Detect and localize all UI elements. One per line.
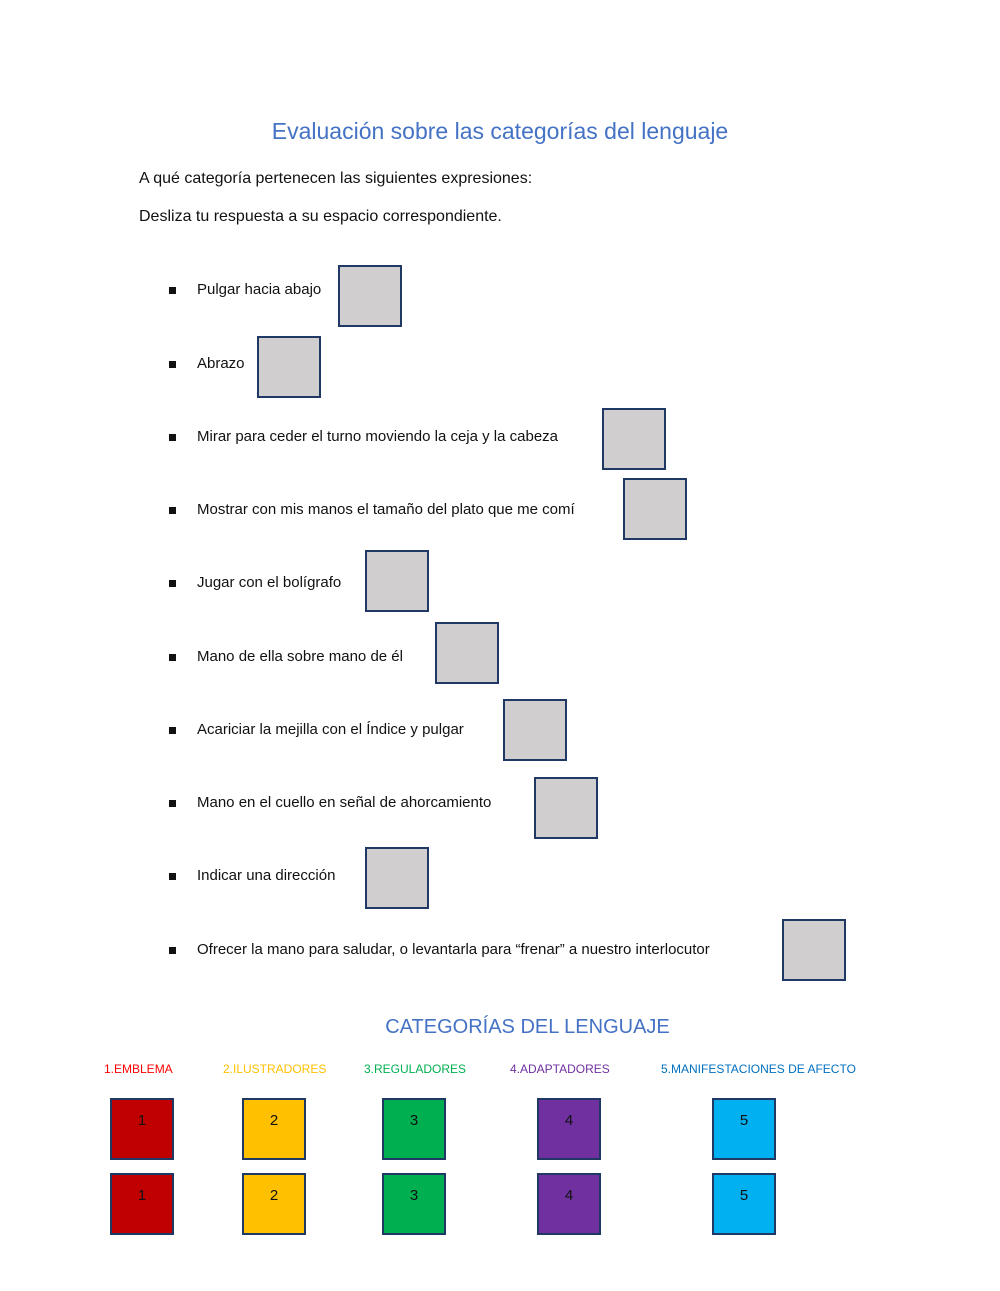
page-title: Evaluación sobre las categorías del lenguaje [271,118,729,144]
draggable-answer-tile[interactable] [712,1173,776,1235]
expression-text: Ofrecer la mano para saludar, o levantarla para “frenar” a nuestro interlocutor [197,941,710,958]
category-label: 2.ILUSTRADORES [223,1062,327,1076]
drop-zone[interactable] [503,699,567,761]
drop-zone[interactable] [365,847,429,909]
drop-zone[interactable] [365,550,429,612]
draggable-answer-tile[interactable] [110,1173,174,1235]
drop-zone[interactable] [257,336,321,398]
tile-number: 2 [269,1112,279,1129]
bullet-icon [169,507,176,514]
expression-text: Mirar para ceder el turno moviendo la ceja y la cabeza [197,428,559,445]
category-label: 3.REGULADORES [364,1062,467,1076]
bullet-icon [169,800,176,807]
instruction-drag: Desliza tu respuesta a su espacio correspondiente. [139,208,502,225]
draggable-answer-tile[interactable] [537,1098,601,1160]
expression-text: Mano en el cuello en señal de ahorcamiento [197,794,492,811]
bullet-icon [169,727,176,734]
tile-number: 3 [409,1187,419,1204]
draggable-answer-tile[interactable] [712,1098,776,1160]
expression-text: Pulgar hacia abajo [197,281,322,298]
category-label: 4.ADAPTADORES [510,1062,610,1076]
tile-number: 1 [137,1187,147,1204]
category-label: 5.MANIFESTACIONES DE AFECTO [661,1062,856,1076]
tile-number: 3 [409,1112,419,1129]
expression-text: Abrazo [197,355,245,372]
tile-number: 4 [564,1112,574,1129]
drop-zone[interactable] [623,478,687,540]
expression-text: Acariciar la mejilla con el Índice y pulgar [197,721,464,738]
draggable-answer-tile[interactable] [242,1173,306,1235]
bullet-icon [169,580,176,587]
draggable-answer-tile[interactable] [537,1173,601,1235]
draggable-answer-tile[interactable] [242,1098,306,1160]
draggable-answer-tile[interactable] [382,1173,446,1235]
bullet-icon [169,654,176,661]
draggable-answer-tile[interactable] [110,1098,174,1160]
expression-text: Mano de ella sobre mano de él [197,648,403,665]
expression-text: Mostrar con mis manos el tamaño del plato que me comí [197,501,575,518]
drop-zone[interactable] [602,408,666,470]
expression-text: Indicar una dirección [197,867,336,884]
draggable-answer-tile[interactable] [382,1098,446,1160]
drop-zone[interactable] [338,265,402,327]
drop-zone[interactable] [534,777,598,839]
bullet-icon [169,434,176,441]
tile-number: 5 [739,1187,749,1204]
instruction-question: A qué categoría pertenecen las siguientes expresiones: [139,170,533,187]
expression-text: Jugar con el bolígrafo [197,574,342,591]
categories-title: CATEGORÍAS DEL LENGUAJE [385,1016,670,1038]
bullet-icon [169,947,176,954]
bullet-icon [169,287,176,294]
bullet-icon [169,361,176,368]
tile-number: 5 [739,1112,749,1129]
bullet-icon [169,873,176,880]
tile-number: 2 [269,1187,279,1204]
tile-number: 4 [564,1187,574,1204]
category-label: 1.EMBLEMA [104,1062,173,1076]
tile-number: 1 [137,1112,147,1129]
drop-zone[interactable] [435,622,499,684]
drop-zone[interactable] [782,919,846,981]
